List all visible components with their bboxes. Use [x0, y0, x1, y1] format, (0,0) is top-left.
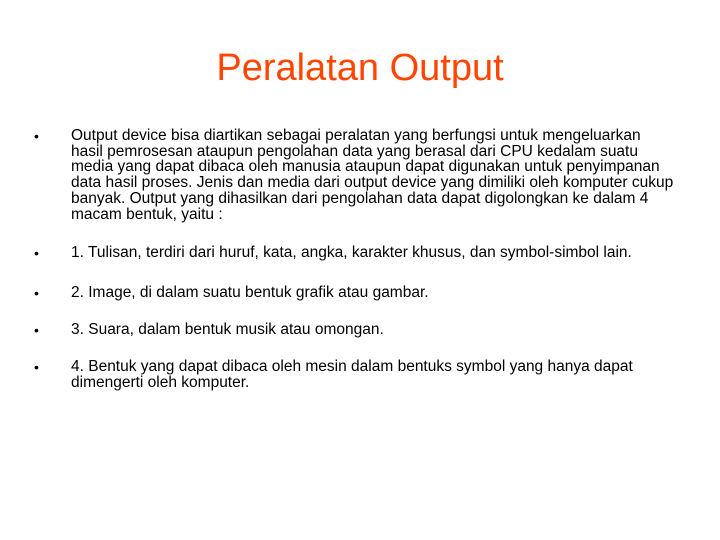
bullet-item-suara [0, 322, 720, 338]
slide-title: Peralatan Output [216, 47, 504, 89]
bullet-item-image [0, 285, 720, 301]
bullet-text: 3. Suara, dalam bentuk musik atau omongan. [71, 320, 384, 338]
bullet-text: 4. Bentuk yang dapat dibaca oleh mesin dalam bentuks symbol yang hanya dapat dimengerti oleh komputer. [71, 358, 633, 392]
bullet-icon: • [34, 245, 39, 262]
bullet-icon: • [34, 128, 39, 144]
bullet-item-mesin [0, 359, 720, 390]
bullet-icon: • [34, 321, 39, 338]
bullet-icon: • [34, 359, 39, 376]
bullet-text: 2. Image, di dalam suatu bentuk grafik atau gambar. [71, 283, 429, 301]
bullet-text: Output device bisa diartikan sebagai peralatan yang berfungsi untuk mengeluarkan hasil pemrosesan ataupun pengolahan data yang berasal dari CPU kedalam suatu media yang dapat dibaca oleh manusia ataupun dapat digunakan untuk penyimpanan data hasil proses. Jenis dan media dari output device yang dimiliki oleh komputer cukup banyak. Output yang dihasilkan dari pengolahan data dapat digolongkan ke dalam 4 macam bentuk, yaitu : [71, 127, 674, 223]
bullet-icon: • [34, 284, 39, 301]
bullet-item-tulisan [0, 245, 720, 261]
bullet-text: 1. Tulisan, terdiri dari huruf, kata, angka, karakter khusus, dan symbol-simbol lain. [71, 244, 632, 262]
bullet-item-output-device [0, 128, 720, 222]
bullet-list [0, 124, 720, 391]
